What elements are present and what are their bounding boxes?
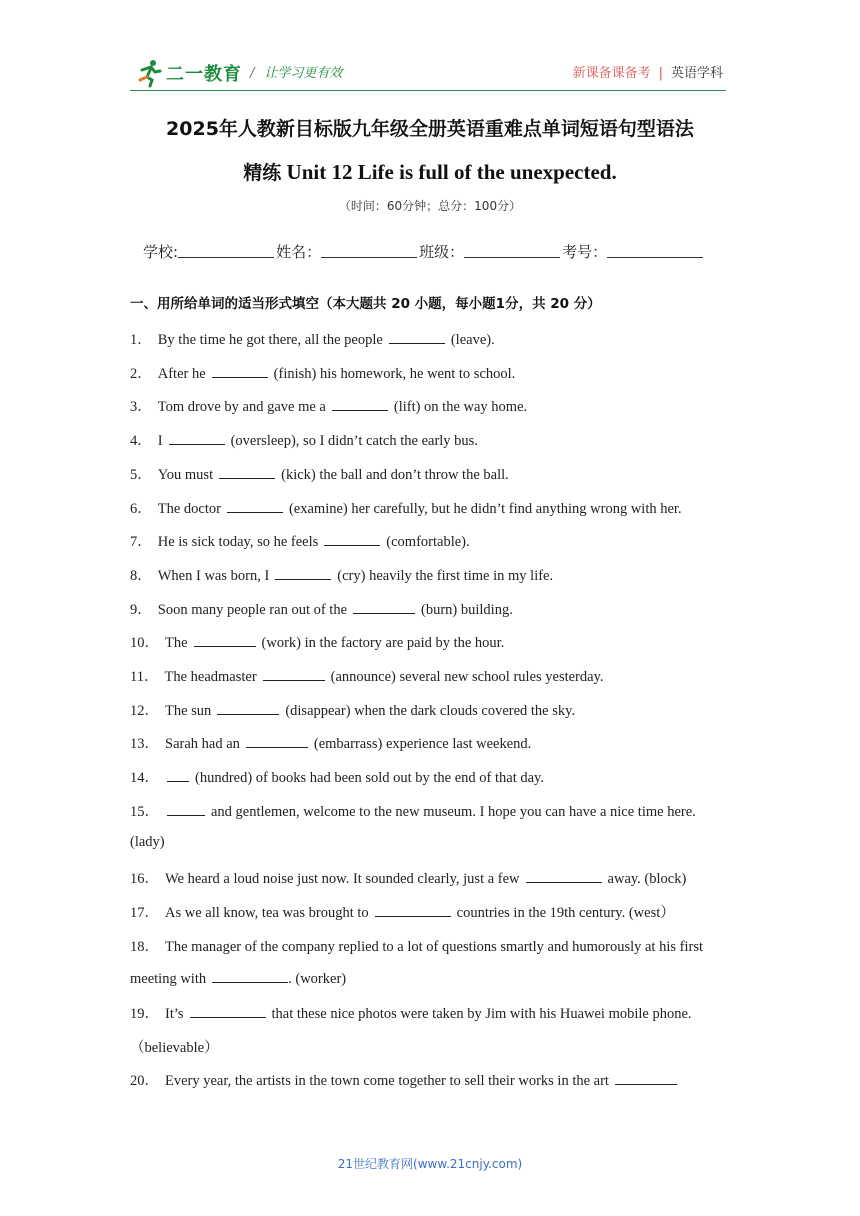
question-text-after: (examine) her carefully, but he didn’t find anything wrong with her. (288, 500, 682, 517)
answer-blank[interactable] (615, 1070, 677, 1085)
answer-blank[interactable] (332, 396, 388, 411)
question-continuation: (lady) (130, 833, 165, 850)
question-number: 7． (130, 534, 152, 551)
question-text-after: (leave). (450, 332, 495, 348)
answer-blank[interactable] (526, 868, 602, 883)
slogan: / 让学习更有效 (250, 66, 343, 81)
question-item (130, 530, 470, 551)
name-blank[interactable] (321, 241, 417, 258)
question-text-after: that these nice photos were taken by Jim with his Huawei mobile phone. (271, 1006, 692, 1022)
question-number: 2． (130, 365, 152, 382)
answer-blank[interactable] (212, 363, 268, 378)
question-item (130, 800, 696, 821)
question-number: 5． (130, 466, 152, 483)
question-text-before: When I was born, I (157, 567, 270, 584)
question-text-after: (embarrass) experience last weekend. (313, 736, 532, 753)
question-text-before: The headmaster (164, 669, 257, 685)
question-item (130, 429, 478, 450)
document-title: 2025年人教新目标版九年级全册英语重难点单词短语句型语法 (166, 118, 694, 140)
question-item (130, 463, 509, 484)
answer-blank[interactable] (275, 565, 331, 580)
question-number: 1． (130, 332, 152, 348)
question-continuation: （believable） (130, 1039, 219, 1056)
question-number: 17． (130, 904, 159, 921)
question-text-after: . (worker) (288, 971, 347, 988)
answer-blank[interactable] (169, 430, 225, 445)
question-number: 19． (130, 1006, 159, 1022)
question-item (130, 901, 675, 922)
answer-blank[interactable] (219, 464, 275, 479)
question-text-after: countries in the 19th century. (west） (456, 904, 675, 921)
answer-blank[interactable] (353, 599, 415, 614)
answer-blank[interactable] (212, 968, 288, 983)
answer-blank[interactable] (194, 632, 256, 647)
answer-blank[interactable] (389, 329, 445, 344)
question-text-before: meeting with (130, 971, 207, 988)
question-text-after: (work) in the factory are paid by the hour. (261, 635, 505, 652)
question-text-before: We heard a loud noise just now. It sounded clearly, just a few (165, 871, 520, 888)
logo (134, 58, 242, 88)
question-text-before: Sarah had an (165, 736, 240, 753)
subject-label: 英语学科 (670, 66, 723, 81)
section-heading: 一、用所给单词的适当形式填空（本大题共 20 小题，每小题1分，共 20 分） (130, 296, 601, 312)
class-blank[interactable] (464, 241, 560, 258)
question-text-before: Every year, the artists in the town come together to sell their works in the art (165, 1073, 609, 1090)
question-text-before: He is sick today, so he feels (157, 534, 319, 551)
question-number: 10． (130, 635, 159, 652)
question-text-after: (burn) building. (421, 601, 513, 618)
question-item (130, 867, 686, 888)
question-item (130, 1002, 692, 1023)
question-text-before: The (165, 635, 188, 652)
question-text-after: (disappear) when the dark clouds covered the sky. (285, 702, 576, 719)
question-number: 3． (130, 399, 152, 416)
student-info-row (143, 241, 705, 262)
question-item (130, 732, 531, 753)
info-label-class: 班级： (419, 243, 465, 261)
question-number: 11． (130, 669, 159, 685)
info-label-school: 学校: (143, 243, 179, 261)
question-text-before: You must (157, 466, 214, 483)
page-header (0, 0, 860, 100)
logo-text: 二一教育 (166, 64, 242, 85)
question-text-before: As we all know, tea was brought to (165, 904, 369, 921)
question-number: 16． (130, 871, 159, 888)
question-text-before: I (157, 433, 163, 450)
question-text-before: After he (157, 365, 206, 382)
question-text-after: (comfortable). (386, 534, 470, 551)
info-label-name: 姓名： (276, 243, 322, 261)
answer-blank[interactable] (246, 733, 308, 748)
question-text-after: and gentlemen, welcome to the new museum. I hope you can have a nice time here. (211, 803, 696, 820)
question-text-after: away. (block) (607, 871, 687, 888)
answer-blank[interactable] (217, 700, 279, 715)
question-item (130, 362, 515, 383)
question-text-after: (lift) on the way home. (393, 399, 528, 416)
question-text-before: The doctor (157, 500, 221, 517)
question-item (130, 395, 527, 416)
question-item (130, 497, 682, 518)
question-number: 6． (130, 500, 152, 517)
question-text-before: The sun (165, 702, 212, 719)
runner-logo-icon (134, 58, 164, 88)
question-item (130, 328, 495, 349)
question-text-after: (hundred) of books had been sold out by the end of that day. (195, 770, 544, 787)
question-text-after: (cry) heavily the first time in my life. (337, 567, 554, 584)
answer-blank[interactable] (263, 666, 325, 681)
question-text-before: Soon many people ran out of the (157, 601, 348, 618)
question-item (130, 766, 544, 787)
answer-blank[interactable] (190, 1003, 266, 1018)
question-item (130, 1069, 683, 1090)
question-number: 12． (130, 702, 159, 719)
document-subtitle: 精练 Unit 12 Life is full of the unexpected. (243, 160, 617, 184)
question-item (130, 631, 504, 652)
question-text-before: Tom drove by and gave me a (157, 399, 326, 416)
question-number: 8． (130, 567, 152, 584)
question-text-after: (kick) the ball and don’t throw the ball. (281, 466, 509, 483)
info-label-number: 考号： (562, 243, 608, 261)
question-number: 13． (130, 736, 159, 753)
question-text-after: (announce) several new school rules yesterday. (330, 669, 604, 685)
answer-blank[interactable] (375, 902, 451, 917)
answer-blank[interactable] (227, 498, 283, 513)
question-number: 20． (130, 1073, 159, 1090)
answer-blank[interactable] (167, 767, 189, 782)
number-blank[interactable] (607, 241, 703, 258)
question-number: 9． (130, 601, 152, 618)
question-item (130, 598, 513, 619)
school-blank[interactable] (178, 241, 274, 258)
question-number: 18． (130, 938, 159, 955)
question-item (130, 564, 553, 585)
header-divider (130, 90, 726, 91)
header-label: 新课备课备考 (572, 66, 651, 81)
answer-blank[interactable] (167, 801, 205, 816)
question-text-before: It’s (165, 1006, 184, 1022)
exam-meta: （时间：60分钟；总分：100分） (338, 199, 522, 213)
question-continuation (130, 968, 346, 988)
question-number: 15． (130, 803, 159, 820)
question-text-after: (oversleep), so I didn’t catch the early bus. (230, 433, 478, 450)
question-number: 4． (130, 433, 152, 450)
question-text-before: By the time he got there, all the people (157, 332, 383, 348)
question-item (130, 665, 604, 686)
question-number: 14． (130, 770, 159, 787)
question-text-before: The manager of the company replied to a lot of questions smartly and humorously at his first (165, 938, 703, 955)
header-right: 新课备课备考 | 英语学科 (572, 66, 723, 81)
answer-blank[interactable] (324, 531, 380, 546)
question-item (130, 699, 575, 720)
question-text-after: (finish) his homework, he went to school. (273, 365, 516, 382)
page-footer: 21世纪教育网(www.21cnjy.com) (337, 1157, 523, 1171)
question-item (130, 935, 703, 956)
